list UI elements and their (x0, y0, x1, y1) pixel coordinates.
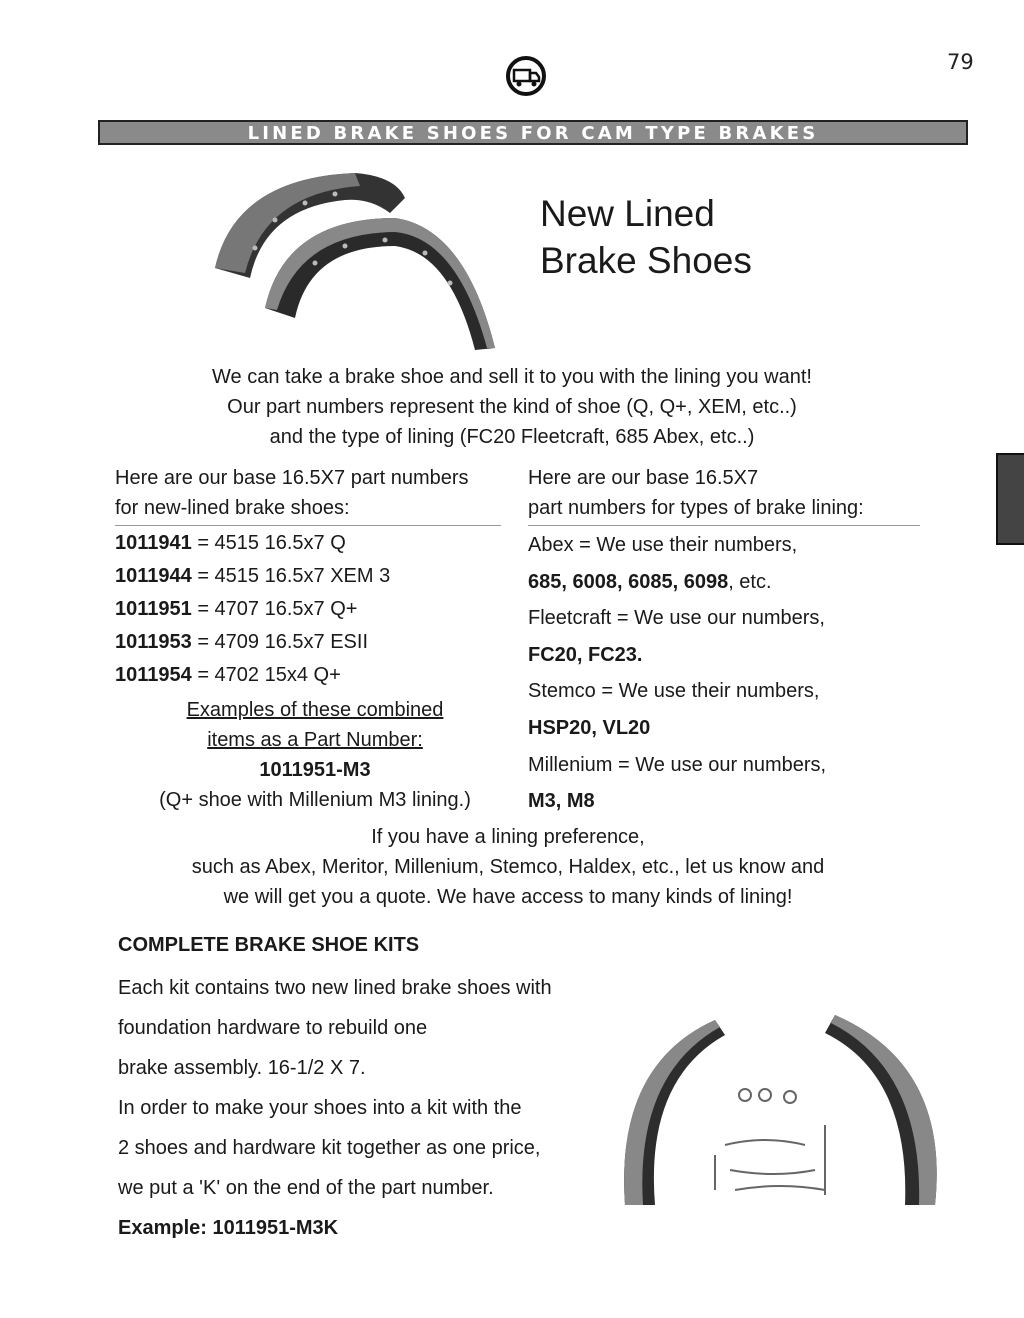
hero-title (540, 190, 752, 284)
brake-shoes-photo (195, 158, 495, 358)
part-row (115, 627, 505, 660)
kits-description (118, 973, 618, 1253)
intro-line: and the type of lining (FC20 Fleetcraft, 685 Abex, etc..) (269, 426, 755, 448)
lining-text: Abex = We use their numbers, (528, 534, 798, 556)
kits-line: we put a 'K' on the end of the part number. (118, 1177, 494, 1199)
kits-title: COMPLETE BRAKE SHOE KITS (118, 934, 420, 956)
preference-line: we will get you a quote. We have access to many kinds of lining! (223, 886, 793, 908)
kits-line: foundation hardware to rebuild one (118, 1017, 428, 1039)
lining-code: 685, 6008, 6085, 6098 (528, 570, 729, 593)
kits-line: 2 shoes and hardware kit together as one price, (118, 1137, 541, 1159)
lining-code: FC20, FC23. (528, 643, 643, 666)
part-number: 1011944 (115, 565, 192, 587)
part-row (115, 594, 505, 627)
part-desc: = 4515 16.5x7 Q (191, 532, 346, 554)
heading-line: Here are our base 16.5X7 part numbers (115, 467, 469, 489)
part-desc: = 4709 16.5x7 ESII (191, 631, 369, 653)
part-desc: = 4515 16.5x7 XEM 3 (191, 565, 391, 587)
part-number: 1011954 (115, 664, 192, 686)
example-note: (Q+ shoe with Millenium M3 lining.) (159, 789, 471, 811)
lining-text: Fleetcraft = We use our numbers, (528, 607, 825, 630)
heading-line: for new-lined brake shoes: (115, 497, 350, 519)
part-row (115, 528, 505, 561)
lining-text: Millenium = We use our numbers, (528, 753, 827, 776)
combined-example (115, 695, 515, 815)
kits-line: Each kit contains two new lined brake shoes with (118, 977, 552, 999)
lining-text: Stemco = We use their numbers, (528, 680, 820, 703)
kits-line: In order to make your shoes into a kit with the (118, 1097, 522, 1119)
lining-codes (528, 567, 948, 604)
truck-logo-icon (505, 55, 547, 97)
lining-codes (528, 713, 948, 750)
part-row (115, 660, 505, 693)
section-tab-marker (996, 453, 1024, 545)
intro-text (150, 362, 874, 452)
part-number: 1011941 (115, 532, 192, 554)
example-part-number: 1011951-M3 (259, 759, 371, 781)
page-number: 79 (947, 50, 974, 74)
intro-line: Our part numbers represent the kind of shoe (Q, Q+, XEM, etc..) (227, 396, 797, 418)
lining-codes (528, 786, 948, 823)
lining-code: HSP20, VL20 (528, 716, 651, 739)
intro-line: We can take a brake shoe and sell it to you with the lining you want! (212, 366, 812, 388)
kits-line: brake assembly. 16-1/2 X 7. (118, 1057, 366, 1079)
lining-parts-heading (528, 463, 920, 526)
lining-codes (528, 640, 948, 677)
preference-text (150, 822, 866, 912)
lining-list (528, 530, 948, 823)
part-row (115, 561, 505, 594)
part-desc: = 4707 16.5x7 Q+ (191, 598, 358, 620)
kits-example: Example: 1011951-M3K (118, 1217, 339, 1239)
lining-suffix: , etc. (728, 570, 772, 593)
section-banner: LINED BRAKE SHOES FOR CAM TYPE BRAKES (98, 120, 968, 145)
part-number: 1011951 (115, 598, 192, 620)
example-line: items as a Part Number: (207, 729, 423, 751)
shoe-parts-heading (115, 463, 501, 526)
part-number: 1011953 (115, 631, 192, 653)
part-desc: = 4702 15x4 Q+ (191, 664, 341, 686)
hero-title-line2: Brake Shoes (540, 240, 752, 281)
brake-kit-photo (605, 1005, 955, 1215)
lining-code: M3, M8 (528, 790, 595, 813)
preference-line: If you have a lining preference, (371, 826, 645, 848)
shoe-parts-list (115, 528, 505, 693)
heading-line: Here are our base 16.5X7 (528, 467, 759, 489)
hero-title-line1: New Lined (540, 193, 715, 234)
heading-line: part numbers for types of brake lining: (528, 497, 864, 519)
preference-line: such as Abex, Meritor, Millenium, Stemco, Haldex, etc., let us know and (191, 856, 825, 878)
example-line: Examples of these combined (186, 699, 444, 721)
